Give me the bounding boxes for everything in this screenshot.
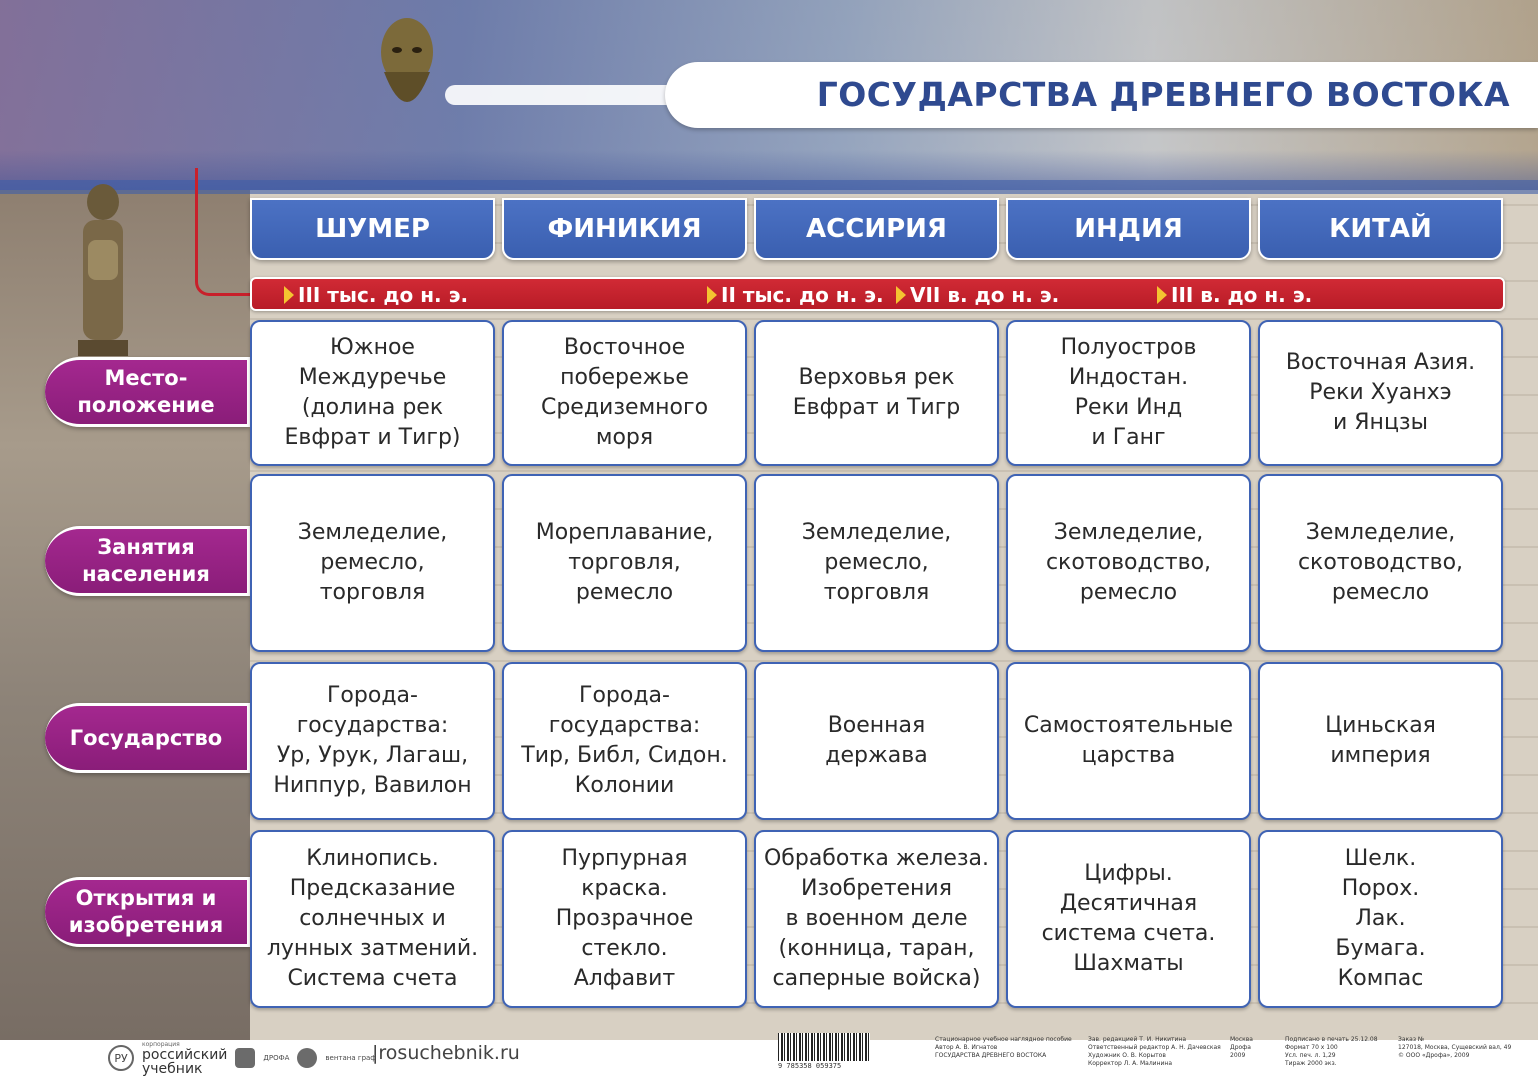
row-label-text: Занятия населения: [82, 535, 210, 586]
cell-text: Восточное побережье Средиземного моря: [540, 335, 709, 450]
timeline-label: III в. до н. э.: [1171, 283, 1313, 307]
sumerian-statue-image: [48, 180, 158, 360]
row-label-text: Место- положение: [77, 366, 215, 417]
publisher-name-block: [142, 1041, 227, 1076]
barcode-image: [778, 1033, 870, 1061]
decorative-red-line: [195, 168, 255, 296]
imprint-text: Зав. редакцией Т. И. Никитина Ответственный редактор А. Н. Дачевская Художник О. В. Корытов Корректор Л. А. Малинина: [1088, 1036, 1221, 1067]
drofa-bird-icon: [235, 1048, 255, 1068]
cell-text: Города- государства: Тир, Библ, Сидон. Колонии: [521, 683, 728, 798]
timeline-item: [707, 281, 884, 309]
cell-text: Земледелие, скотоводство, ремесло: [1297, 520, 1464, 605]
row-label-occupation: [45, 526, 250, 596]
table-cell: [754, 474, 999, 652]
table-cell: [1258, 662, 1503, 820]
publisher-logo: [108, 1040, 376, 1076]
cell-text: Земледелие, скотоводство, ремесло: [1045, 520, 1212, 605]
cell-text: Южное Междуречье (долина рек Евфрат и Тигр): [284, 335, 461, 450]
arrow-right-icon: [896, 286, 906, 304]
ventana-label: вентана граф: [325, 1054, 377, 1062]
column-header-sumer: ШУМЕР: [250, 198, 495, 260]
table-cell: [502, 320, 747, 466]
table-cell: [250, 662, 495, 820]
corporation-label: корпорация: [142, 1040, 180, 1048]
cell-text: Самостоятельные царства: [1023, 713, 1234, 768]
table-cell: [754, 320, 999, 466]
table-cell: [1006, 662, 1251, 820]
cell-text: Земледелие, ремесло, торговля: [297, 520, 448, 605]
publisher-name: российский учебник: [142, 1046, 228, 1077]
row-label-text: Открытия и изобретения: [68, 886, 224, 937]
website-link[interactable]: |rosuchebnik.ru: [372, 1042, 520, 1064]
cell-text: Мореплавание, торговля, ремесло: [535, 520, 714, 605]
imprint-text: Подписано в печать 25.12.08 Формат 70 x 100 Усл. печ. л. 1,29 Тираж 2000 экз.: [1285, 1036, 1378, 1067]
golden-mask-image: [372, 12, 442, 132]
cell-text: Города- государства: Ур, Урук, Лагаш, Ниппур, Вавилон: [273, 683, 472, 798]
cell-text: Пурпурная краска. Прозрачное стекло. Алфавит: [555, 846, 694, 991]
table-cell: [502, 830, 747, 1008]
table-cell: [502, 474, 747, 652]
table-cell: [1258, 320, 1503, 466]
table-cell: [502, 662, 747, 820]
table-cell: [250, 474, 495, 652]
ru-circle-icon: РУ: [108, 1045, 134, 1071]
cell-text: Военная держава: [825, 713, 928, 768]
timeline-label: VII в. до н. э.: [910, 283, 1060, 307]
table-cell: [754, 662, 999, 820]
row-label-inventions: [45, 877, 250, 947]
cell-text: Полуостров Индостан. Реки Инд и Ганг: [1060, 335, 1197, 450]
table-cell: [1006, 474, 1251, 652]
cell-text: Обработка железа. Изобретения в военном деле (конница, таран, саперные войска): [763, 846, 990, 991]
timeline-item: [1157, 281, 1312, 309]
column-header-phoenicia: ФИНИКИЯ: [502, 198, 747, 260]
cell-text: Восточная Азия. Реки Хуанхэ и Янцзы: [1285, 350, 1476, 435]
timeline-label: II тыс. до н. э.: [721, 283, 884, 307]
column-header-china: КИТАЙ: [1258, 198, 1503, 260]
table-cell: [754, 830, 999, 1008]
timeline-label: III тыс. до н. э.: [298, 283, 469, 307]
row-label-location: [45, 357, 250, 427]
ventana-icon: [297, 1048, 317, 1068]
cell-text: Земледелие, ремесло, торговля: [801, 520, 952, 605]
cell-text: Цифры. Десятичная система счета. Шахматы: [1041, 861, 1216, 976]
table-cell: [250, 320, 495, 466]
page-title: ГОСУДАРСТВА ДРЕВНЕГО ВОСТОКА: [816, 75, 1510, 114]
arrow-right-icon: [1157, 286, 1167, 304]
timeline-bar: [250, 277, 1505, 311]
cell-text: Клинопись. Предсказание солнечных и лунных затмений. Система счета: [266, 846, 479, 991]
table-cell: [250, 830, 495, 1008]
table-cell: [1258, 474, 1503, 652]
drofa-label: ДРОФА: [263, 1054, 290, 1062]
cell-text: Шелк. Порох. Лак. Бумага. Компас: [1335, 846, 1426, 991]
imprint-text: Стационарное учебное наглядное пособие Автор А. В. Игнатов ГОСУДАРСТВА ДРЕВНЕГО ВОСТОКА: [935, 1036, 1072, 1059]
timeline-item: [284, 281, 468, 309]
cell-text: Верховья рек Евфрат и Тигр: [792, 365, 961, 420]
arrow-right-icon: [284, 286, 294, 304]
table-cell: [1006, 830, 1251, 1008]
barcode-number: 9 785358 059375: [778, 1062, 842, 1070]
imprint-text: Заказ № 127018, Москва, Сущевский вал, 49 © ООО «Дрофа», 2009: [1398, 1036, 1512, 1059]
row-label-state: [45, 703, 250, 773]
title-accent-pill: [445, 85, 685, 105]
column-header-india: ИНДИЯ: [1006, 198, 1251, 260]
arrow-right-icon: [707, 286, 717, 304]
column-header-assyria: АССИРИЯ: [754, 198, 999, 260]
timeline-item: [896, 281, 1059, 309]
cell-text: Циньская империя: [1325, 713, 1436, 768]
imprint-text: Москва Дрофа 2009: [1230, 1036, 1253, 1059]
table-cell: [1258, 830, 1503, 1008]
row-label-text: Государство: [69, 725, 223, 750]
table-cell: [1006, 320, 1251, 466]
